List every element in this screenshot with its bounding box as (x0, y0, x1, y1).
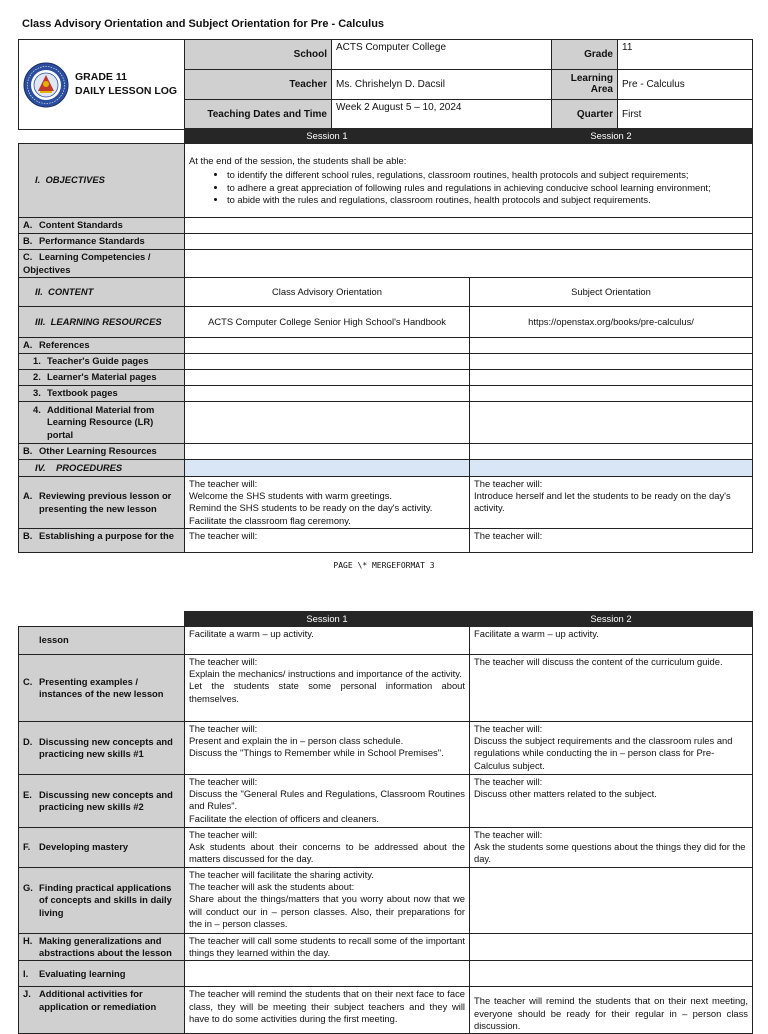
procedure-h-label: H. Making generalizations and abstractions about the lesson (19, 934, 185, 961)
procedure-b-session2: The teacher will: (470, 529, 753, 553)
procedure-i-label: I. Evaluating learning (19, 961, 185, 987)
resources-session2: https://openstax.org/books/pre-calculus/ (470, 307, 753, 338)
procedure-b-label: B. Establishing a purpose for the (19, 529, 185, 553)
procedure-e-session1: The teacher will: Discuss the "General Rules and Regulations, Classroom Routines and Rules". Facilitate the election of officers and cleaners. (185, 775, 470, 828)
references-label: A. References (19, 338, 185, 354)
procedure-g-label: G. Finding practical applications of concepts and skills in daily living (19, 868, 185, 934)
procedure-f-label: F. Developing mastery (19, 828, 185, 868)
procedure-b-label-cont: lesson (19, 627, 185, 655)
lesson-table-page1 (18, 128, 753, 553)
procedure-e-session2: The teacher will: Discuss other matters related to the subject. (470, 775, 753, 828)
teachers-guide-label: 1. Teacher's Guide pages (19, 354, 185, 370)
procedure-j-session1: The teacher will remind the students that on their next face to face class, they will be meeting their subject teachers and they will have to do some activities during the first meeting. (185, 987, 470, 1034)
content-label: II. CONTENT (19, 278, 185, 307)
performance-standards-label: B. Performance Standards (19, 234, 185, 250)
procedure-d-session1: The teacher will: Present and explain the in – person class schedule. Discuss the "Things to Remember while in School Premises". (185, 722, 470, 775)
procedure-f-session2: The teacher will: Ask the students some questions about the things they did for the day. (470, 828, 753, 868)
objective-item: • to identify the different school rules, regulations, classroom routines, health protocols and subject requirements; (227, 169, 748, 181)
deped-seal-icon (23, 62, 69, 108)
procedure-b-session2-cont: Facilitate a warm – up activity. (470, 627, 753, 655)
objective-item: • to adhere a great appreciation of following rules and regulations in achieving conducive school learning environment; (227, 182, 748, 194)
dates-value: Week 2 August 5 – 10, 2024 (332, 100, 552, 130)
objectives-intro: At the end of the session, the students shall be able: (189, 155, 407, 167)
page-footer: PAGE \* MERGEFORMAT 3 (333, 561, 435, 570)
grade-label: Grade (552, 40, 618, 70)
procedures-label: IV. PROCEDURES (19, 460, 185, 477)
learning-resources-label: III. LEARNING RESOURCES (19, 307, 185, 338)
resources-session1: ACTS Computer College Senior High School's Handbook (185, 307, 470, 338)
textbook-pages-label: 3. Textbook pages (19, 386, 185, 402)
procedure-h-session1: The teacher will call some students to recall some of the important things they learned within the day. (185, 934, 470, 961)
additional-material-label: 4. Additional Material from Learning Resource (LR) portal (19, 402, 185, 444)
grade-value: 11 (618, 40, 753, 70)
learning-competencies-label: C. Learning Competencies / Objectives (19, 250, 185, 278)
procedure-g-session1: The teacher will facilitate the sharing activity. The teacher will ask the students about: Share about the things/matters that you worry about now that we will conduct our in – person classes. Also, their preparations for the in – person classes. (185, 868, 470, 934)
procedure-a-label: A. Reviewing previous lesson or presenting the new lesson (19, 477, 185, 529)
teacher-value: Ms. Chrishelyn D. Dacsil (332, 70, 552, 100)
procedure-e-label: E. Discussing new concepts and practicing new skills #2 (19, 775, 185, 828)
objectives-label: I. OBJECTIVES (19, 144, 185, 218)
dates-label: Teaching Dates and Time (185, 100, 332, 130)
quarter-value: First (618, 100, 753, 130)
session1-header: Session 1 (185, 612, 470, 627)
objectives-content (185, 144, 753, 218)
learning-area-value: Pre - Calculus (618, 70, 753, 100)
school-label: School (185, 40, 332, 70)
procedure-c-session2: The teacher will discuss the content of the curriculum guide. (470, 655, 753, 722)
learning-area-label: Learning Area (552, 70, 618, 100)
document-title: Class Advisory Orientation and Subject Orientation for Pre - Calculus (22, 18, 385, 30)
school-value: ACTS Computer College (332, 40, 552, 70)
procedure-c-session1: The teacher will: Explain the mechanics/ instructions and importance of the activity. Let the students state some personal information about themselves. (185, 655, 470, 722)
procedure-a-session1: The teacher will: Welcome the SHS students with warm greetings. Remind the SHS students to be ready on the day's activity. Facilitate the classroom flag ceremony. (185, 477, 470, 529)
content-session2: Subject Orientation (470, 278, 753, 307)
session2-header: Session 2 (470, 612, 753, 627)
procedure-d-session2: The teacher will: Discuss the subject requirements and the classroom rules and regulations while conducting the in – person class for Pre-Calculus subject. (470, 722, 753, 775)
objective-item: • to abide with the rules and regulations, classroom routines, health protocols and subject requirements. (227, 194, 748, 206)
procedure-b-session1-cont: Facilitate a warm – up activity. (185, 627, 470, 655)
procedure-d-label: D. Discussing new concepts and practicing new skills #1 (19, 722, 185, 775)
content-session1: Class Advisory Orientation (185, 278, 470, 307)
teacher-label: Teacher (185, 70, 332, 100)
grade-title: GRADE 11 (75, 71, 127, 84)
learners-material-label: 2. Learner's Material pages (19, 370, 185, 386)
header-table (18, 39, 753, 130)
other-resources-label: B. Other Learning Resources (19, 444, 185, 460)
procedure-f-session1: The teacher will: Ask students about their concerns to be addressed about the matters discussed for the day. (185, 828, 470, 868)
procedure-c-label: C. Presenting examples / instances of the new lesson (19, 655, 185, 722)
quarter-label: Quarter (552, 100, 618, 130)
procedure-j-session2: The teacher will remind the students that on their next meeting, everyone should be ready for their regular in – person class discussion. (470, 987, 753, 1034)
procedure-b-session1: The teacher will: (185, 529, 470, 553)
lesson-table-page2 (18, 611, 753, 1034)
procedure-a-session2: The teacher will: Introduce herself and let the students to be ready on the day's activity. (470, 477, 753, 529)
daily-lesson-log-title: DAILY LESSON LOG (75, 84, 178, 97)
session1-header: Session 1 (185, 129, 470, 144)
objectives-list (189, 169, 748, 206)
header-logo-cell (19, 40, 185, 130)
session2-header: Session 2 (470, 129, 753, 144)
procedure-j-label: J. Additional activities for application or remediation (19, 987, 185, 1034)
content-standards-label: A. Content Standards (19, 218, 185, 234)
